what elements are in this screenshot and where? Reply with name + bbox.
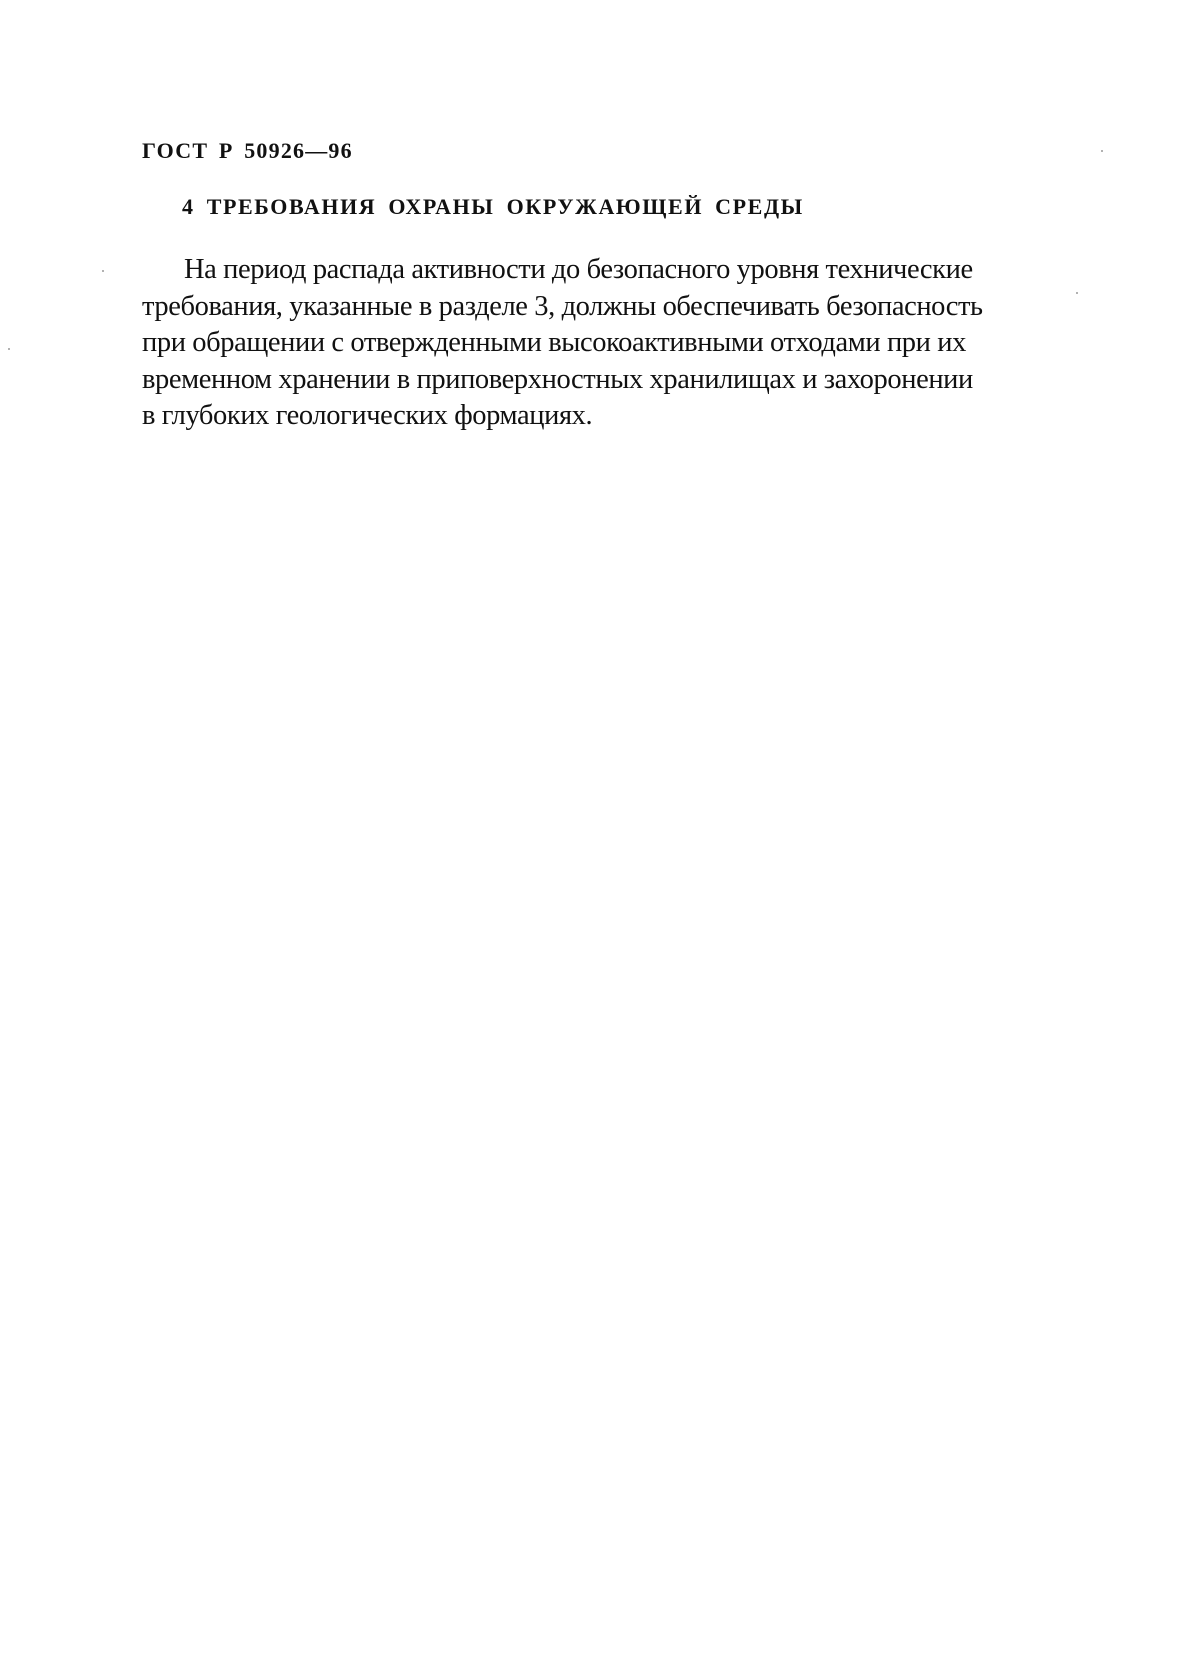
section-paragraph xyxy=(142,252,1072,435)
paragraph-line: временном хранении в приповерхностных хранилищах и захоронении xyxy=(142,363,973,395)
paragraph-line: требования, указанные в разделе 3, должны обеспечивать безопасность xyxy=(142,290,983,322)
scan-speck xyxy=(1076,292,1078,294)
document-code-header: ГОСТ Р 50926—96 xyxy=(142,138,353,163)
scan-speck xyxy=(8,348,10,350)
paragraph-line: в глубоких геологических формациях. xyxy=(142,400,593,431)
section-heading: 4 ТРЕБОВАНИЯ ОХРАНЫ ОКРУЖАЮЩЕЙ СРЕДЫ xyxy=(182,194,804,219)
scan-speck xyxy=(1101,150,1103,152)
paragraph-line: при обращении с отвержденными высокоактивными отходами при их xyxy=(142,327,966,358)
scan-speck xyxy=(102,270,104,272)
paragraph-line: На период распада активности до безопасного уровня технические xyxy=(184,254,973,285)
